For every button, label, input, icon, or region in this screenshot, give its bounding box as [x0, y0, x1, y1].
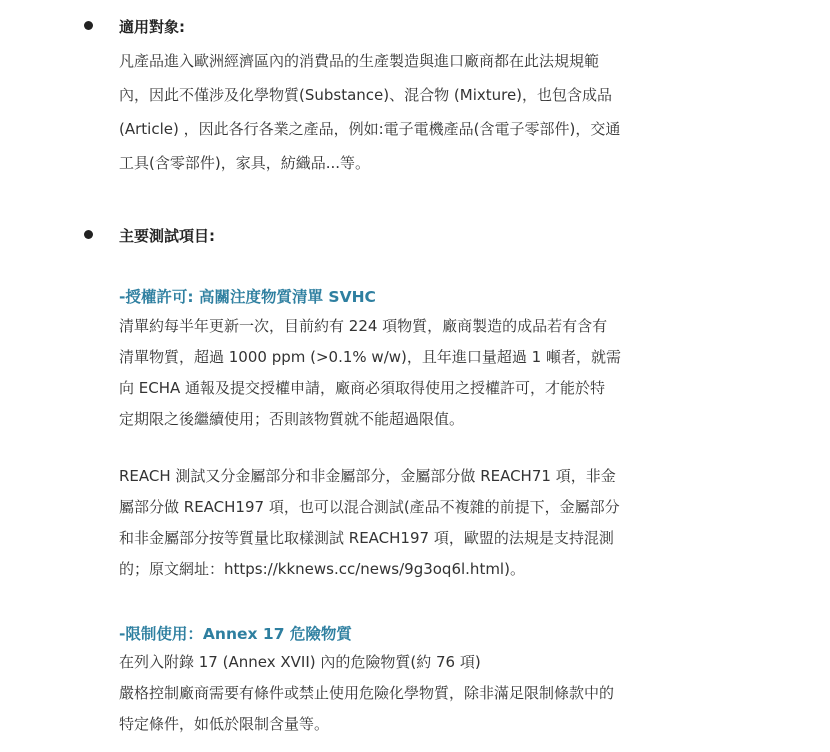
text-line: REACH 測試又分金屬部分和非金屬部分，金屬部分做 REACH71 項，非金: [119, 467, 616, 485]
text-line: 凡產品進入歐洲經濟區內的消費品的生產製造與進口廠商都在此法規規範: [119, 52, 600, 70]
scope-paragraph: [119, 44, 719, 180]
text-line: 向 ECHA 通報及提交授權申請，廠商必須取得使用之授權許可，才能於特: [119, 379, 606, 397]
text-line: 屬部分做 REACH197 項，也可以混合測試(產品不複雜的前提下，金屬部分: [119, 498, 620, 516]
text-line: 嚴格控制廠商需要有條件或禁止使用危險化學物質，除非滿足限制條款中的: [119, 684, 615, 702]
text-line: 特定條件，如低於限制含量等。: [119, 715, 330, 733]
text-line: 定期限之後繼續使用；否則該物質就不能超過限值。: [119, 410, 465, 428]
text-line: 的；原文網址：https://kknews.cc/news/9g3oq6l.html)。: [119, 560, 525, 578]
bullet-icon: [84, 21, 93, 30]
text-line: 工具(含零部件)，家具，紡織品...等。: [119, 154, 371, 172]
text-line: 在列入附錄 17 (Annex XVII) 內的危險物質(約 76 項): [119, 653, 481, 671]
section-heading-tests: 主要測試項目:: [119, 227, 215, 245]
section-heading-scope: 適用對象:: [119, 18, 185, 36]
authorization-paragraph: [119, 311, 719, 435]
text-line: 和非金屬部分按等質量比取樣測試 REACH197 項，歐盟的法規是支持混測: [119, 529, 614, 547]
restriction-paragraph: [119, 647, 719, 740]
restriction-subheading: -限制使用：Annex 17 危險物質: [119, 625, 352, 643]
text-line: 清單物質，超過 1000 ppm (>0.1% w/w)，且年進口量超過 1 噸者，就需: [119, 348, 621, 366]
reach-paragraph: [119, 461, 719, 585]
text-line: 清單約每半年更新一次，目前約有 224 項物質，廠商製造的成品若有含有: [119, 317, 608, 335]
authorization-subheading: -授權許可: 高關注度物質清單 SVHC: [119, 288, 376, 306]
text-line: (Article) ，因此各行各業之產品，例如:電子電機產品(含電子零部件)，交通: [119, 120, 621, 138]
text-line: 內，因此不僅涉及化學物質(Substance)、混合物 (Mixture)，也包含成品: [119, 86, 613, 104]
bullet-icon: [84, 230, 93, 239]
